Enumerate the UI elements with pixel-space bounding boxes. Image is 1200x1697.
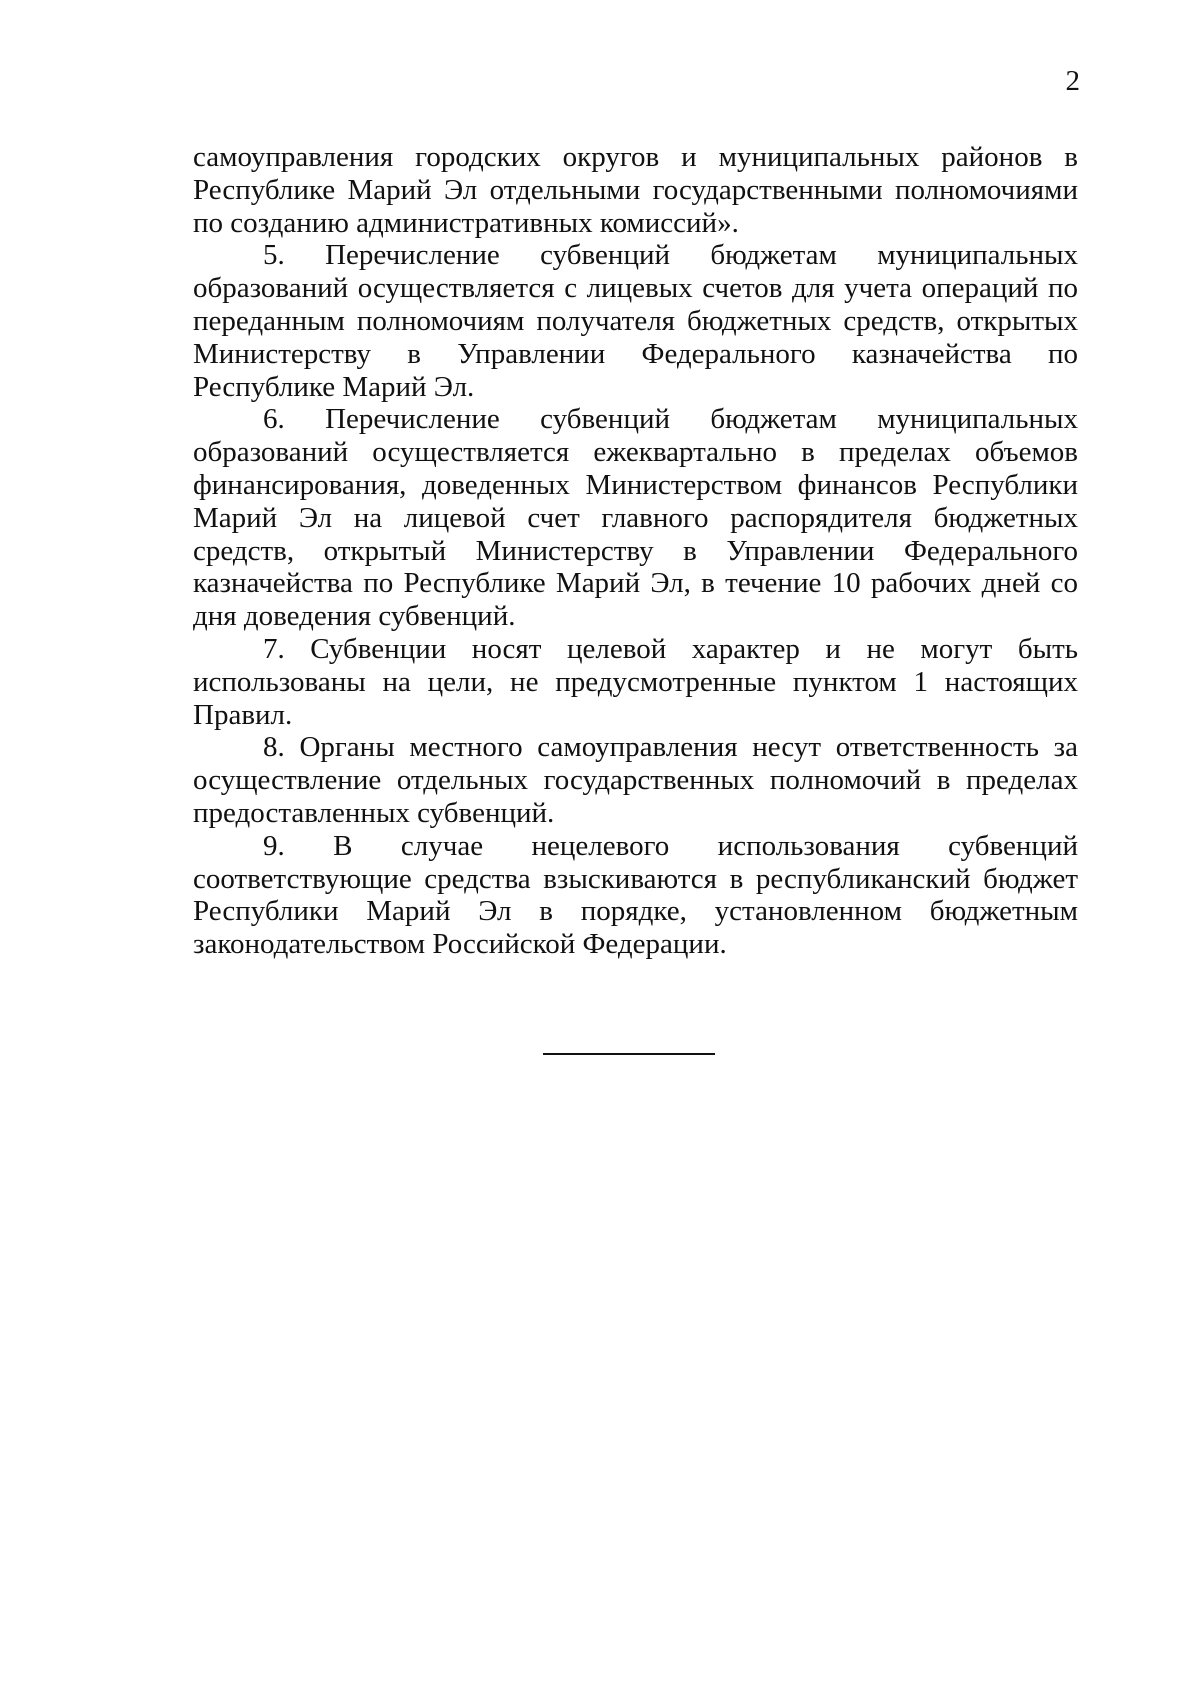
page-number: 2 [1065, 65, 1080, 97]
paragraph-item-9: 9. В случае нецелевого использования субвенций соответствующие средства взыскиваются в республиканский бюджет Республики Марий Эл в порядке, установленном бюджетным законодательством Российской Федерации. [193, 829, 1078, 961]
document-body [193, 141, 1078, 961]
paragraph-item-8: 8. Органы местного самоуправления несут ответственность за осуществление отдельных государственных полномочий в пределах предоставленных субвенций. [193, 731, 1078, 829]
paragraph-item-5: 5. Перечисление субвенций бюджетам муниципальных образований осуществляется с лицевых счетов для учета операций по переданным полномочиям получателя бюджетных средств, открытых Министерству в Управлении Федерального казначейства по Республике Марий Эл. [193, 239, 1078, 403]
paragraph-item-7: 7. Субвенции носят целевой характер и не могут быть использованы на цели, не предусмотренные пунктом 1 настоящих Правил. [193, 632, 1078, 731]
paragraph-continuation: самоуправления городских округов и муниципальных районов в Республике Марий Эл отдельными государственными полномочиями по созданию административных комиссий». [193, 141, 1078, 239]
end-of-document-rule [543, 1053, 715, 1055]
paragraph-item-6: 6. Перечисление субвенций бюджетам муниципальных образований осуществляется ежеквартально в пределах объемов финансирования, доведенных Министерством финансов Республики Марий Эл на лицевой счет главного распорядителя бюджетных средств, открытый Министерству в Управлении Федерального казначейства по Республике Марий Эл, в течение 10 рабочих дней со дня доведения субвенций. [193, 403, 1078, 633]
